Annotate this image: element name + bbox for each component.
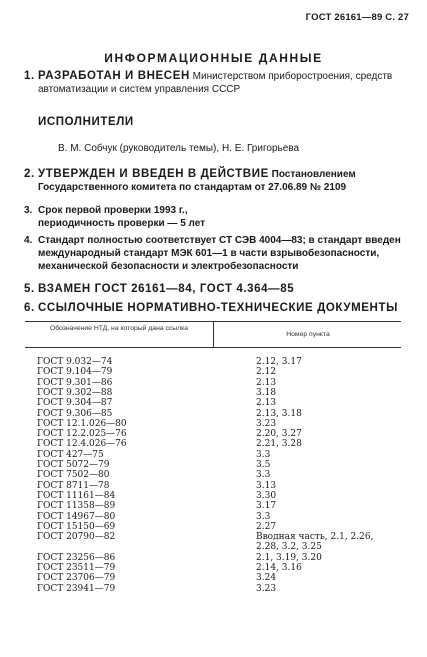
page-title: ИНФОРМАЦИОННЫЕ ДАННЫЕ [104, 51, 323, 65]
table-header-document: Обозначение НТД, на который дана ссылка [49, 325, 189, 332]
reference-document: ГОСТ 9.032—74 [37, 357, 113, 367]
reference-document: ГОСТ 9.306—85 [37, 408, 113, 419]
reference-document: ГОСТ 23256—86 [37, 552, 116, 563]
reference-point: 3.3 [256, 449, 271, 460]
reference-document: ГОСТ 12.2.025—76 [37, 429, 127, 440]
reference-point: 3.30 [256, 490, 277, 501]
reference-point: 3.23 [256, 583, 277, 594]
reference-document: ГОСТ 5072—79 [37, 460, 110, 470]
reference-document: ГОСТ 15150—69 [37, 521, 116, 532]
reference-document: ГОСТ 23941—79 [37, 583, 116, 594]
reference-point: 2.13, 3.18 [256, 408, 302, 419]
reference-point: 2.12, 3.17 [256, 357, 302, 367]
reference-document: ГОСТ 14967—80 [37, 511, 116, 522]
item-number: 1. [24, 70, 35, 82]
reference-point: 2.28, 3.2, 3.25 [256, 542, 322, 553]
reference-document: ГОСТ 427—75 [37, 449, 104, 460]
reference-document: ГОСТ 9.302—88 [37, 387, 113, 398]
reference-document: ГОСТ 8711—78 [37, 480, 110, 491]
item-text: Стандарт полностью соответствует СТ СЭВ 4004—83; в стандарт введен международный стандарт МЭК 601—1 в части взрывобезопасности, механической безопасности и электробезопасности [38, 235, 401, 272]
reference-document: ГОСТ 20790—82 [37, 532, 116, 543]
reference-point: 2.12 [256, 367, 277, 378]
reference-point: 3.18 [256, 387, 277, 398]
reference-point: 2.14, 3.16 [256, 563, 302, 573]
reference-point: 2.20, 3.27 [256, 429, 302, 440]
reference-point: 3.24 [256, 573, 277, 584]
reference-document: ГОСТ 9.304—87 [37, 398, 113, 409]
reference-document: ГОСТ 12.1.026—80 [37, 418, 127, 429]
reference-document: ГОСТ 11161—84 [37, 490, 116, 501]
reference-point: 3.3 [256, 470, 271, 481]
reference-point: 2.13 [256, 398, 277, 409]
item-number: 5. [24, 283, 35, 295]
executors-heading: ИСПОЛНИТЕЛИ [38, 116, 134, 128]
reference-document: ГОСТ 23706—79 [37, 573, 116, 584]
reference-point: 3.17 [256, 501, 277, 512]
item-number: 2. [24, 168, 35, 180]
reference-point: Вводная часть, 2.1, 2.26, [256, 532, 374, 543]
reference-point: 2.27 [256, 521, 277, 532]
reference-document: ГОСТ 9.104—79 [37, 367, 113, 378]
item-lead: ВЗАМЕН ГОСТ 26161—84, ГОСТ 4.364—85 [38, 283, 295, 295]
item-text-line: периодичность проверки — 5 лет [38, 218, 206, 229]
reference-document: ГОСТ 9.301—86 [37, 377, 113, 388]
table-header-rule [25, 347, 401, 348]
reference-point: 3.3 [256, 511, 271, 522]
reference-point: 2.1, 3.19, 3.20 [256, 552, 322, 563]
executors-list: В. М. Собчук (руководитель темы), Н. Е. Григорьева [58, 143, 300, 154]
item-lead: РАЗРАБОТАН И ВНЕСЕН [38, 70, 190, 82]
reference-point: 2.21, 3.28 [256, 439, 302, 450]
item-lead: УТВЕРЖДЕН И ВВЕДЕН В ДЕЙСТВИЕ [38, 168, 269, 180]
page-header: ГОСТ 26161—89 С. 27 [305, 12, 409, 23]
reference-point: 3.23 [256, 418, 277, 429]
reference-point: 3.13 [256, 480, 277, 491]
table-column-divider [213, 321, 214, 347]
item-lead: ССЫЛОЧНЫЕ НОРМАТИВНО-ТЕХНИЧЕСКИЕ ДОКУМЕНТЫ [38, 302, 398, 314]
item-text: Министерством приборостроения, средств автоматизации и систем управления СССР [38, 71, 393, 95]
item-text: Постановлением Государственного комитета по стандартам от 27.06.89 № 2109 [38, 169, 356, 193]
reference-document: ГОСТ 11358—89 [37, 501, 116, 512]
item-number: 3. [24, 205, 33, 216]
reference-point: 3.5 [256, 460, 271, 470]
item-text-line: Срок первой проверки 1993 г., [38, 205, 188, 216]
reference-point: 2.13 [256, 377, 277, 388]
table-header-point: Номер пункта [286, 331, 330, 338]
reference-document: ГОСТ 23511—79 [37, 563, 116, 573]
item-number: 6. [24, 302, 35, 314]
reference-document: ГОСТ 12.4.026—76 [37, 439, 127, 450]
item-number: 4. [24, 235, 33, 246]
reference-document: ГОСТ 7502—80 [37, 470, 110, 481]
